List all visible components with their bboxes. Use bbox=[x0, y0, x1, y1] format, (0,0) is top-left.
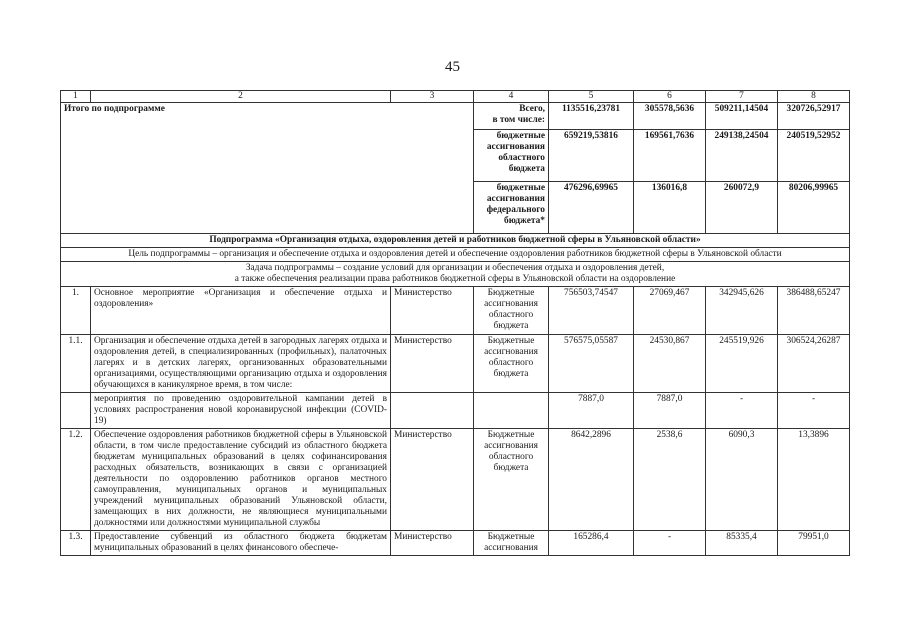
table-row bbox=[61, 393, 850, 429]
row-name: Организация и обеспечение отдыха детей в загородных лагерях отдыха и оздоровления детей, в специализированных (профильных), палаточных лагерях и в детских лагерях, организованных образовательными организациями, осуществляющими организацию отдыха и оздоровления обучающихся в каникулярное время, в том числе: bbox=[91, 335, 391, 393]
value-cell: 79951,0 bbox=[778, 531, 850, 556]
value-cell: 342945,626 bbox=[706, 287, 778, 335]
row-executor: Министерство bbox=[391, 531, 474, 556]
row-source: Бюджетные ассигнования областного бюджета bbox=[474, 335, 549, 393]
value-cell: 80206,99965 bbox=[778, 182, 850, 234]
row-executor: Министерство bbox=[391, 335, 474, 393]
source-cell: бюджетные ассигнования областного бюджета bbox=[474, 130, 549, 182]
value-cell: - bbox=[634, 531, 706, 556]
value-cell: 240519,52952 bbox=[778, 130, 850, 182]
table-row bbox=[61, 287, 850, 335]
column-header: 1 bbox=[61, 91, 91, 103]
value-cell: - bbox=[778, 393, 850, 429]
source-cell: Всего, в том числе: bbox=[474, 103, 549, 130]
row-source: Бюджетные ассигнования областного бюджета bbox=[474, 287, 549, 335]
subprogram-title: Подпрограмма «Организация отдыха, оздоровления детей и работников бюджетной сферы в Ульяновской области» bbox=[61, 234, 850, 248]
value-cell: 659219,53816 bbox=[549, 130, 634, 182]
value-cell: 305578,5636 bbox=[634, 103, 706, 130]
row-executor bbox=[391, 393, 474, 429]
row-name: Обеспечение оздоровления работников бюджетной сферы в Ульяновской области, в том числе предоставление субсидий из областного бюджета бюджетам муниципальных образований в целях софинансирования расходных обязательств, возникающих в связи с организацией деятельности по оздоровлению работников органов местного самоуправления, муниципальных органов и муниципальных учреждений муниципальных образований Ульяновской области, замещающих в них должности, не являющиеся муниципальными должностями или должностями муниципальной службы bbox=[91, 429, 391, 531]
subprogram-task bbox=[61, 262, 850, 287]
value-cell: 756503,74547 bbox=[549, 287, 634, 335]
value-cell: 27069,467 bbox=[634, 287, 706, 335]
row-source: Бюджетные ассигнования областного бюджета bbox=[474, 429, 549, 531]
column-header: 3 bbox=[391, 91, 474, 103]
value-cell: 2538,6 bbox=[634, 429, 706, 531]
value-cell: 7887,0 bbox=[634, 393, 706, 429]
value-cell: 6090,3 bbox=[706, 429, 778, 531]
row-name: мероприятия по проведению оздоровительной кампании детей в условиях распространения новой коронавирусной инфекции (COVID-19) bbox=[91, 393, 391, 429]
value-cell: 85335,4 bbox=[706, 531, 778, 556]
page-number: 45 bbox=[445, 59, 460, 75]
value-cell: 576575,05587 bbox=[549, 335, 634, 393]
value-cell: 13,3896 bbox=[778, 429, 850, 531]
row-number: 1. bbox=[61, 287, 91, 335]
value-cell: 260072,9 bbox=[706, 182, 778, 234]
column-header: 4 bbox=[474, 91, 549, 103]
value-cell: 306524,26287 bbox=[778, 335, 850, 393]
value-cell: 476296,69965 bbox=[549, 182, 634, 234]
value-cell: 509211,14504 bbox=[706, 103, 778, 130]
task-line: Задача подпрограммы – создание условий для организации и обеспечения отдыха и оздоровления детей, bbox=[245, 263, 665, 273]
value-cell: 24530,867 bbox=[634, 335, 706, 393]
row-executor: Министерство bbox=[391, 429, 474, 531]
column-number-row bbox=[61, 91, 850, 103]
row-number bbox=[61, 393, 91, 429]
row-name: Основное мероприятие «Организация и обеспечение отдыха и оздоровления» bbox=[91, 287, 391, 335]
totals-label: Итого по подпрограмме bbox=[61, 103, 474, 234]
column-header: 7 bbox=[706, 91, 778, 103]
row-source bbox=[474, 393, 549, 429]
row-name: Предоставление субвенций из областного бюджета бюджетам муниципальных образований в целях финансового обеспече- bbox=[91, 531, 391, 556]
row-number: 1.1. bbox=[61, 335, 91, 393]
value-cell: 249138,24504 bbox=[706, 130, 778, 182]
subprogram-goal-row bbox=[61, 248, 850, 262]
totals-row-total bbox=[61, 103, 850, 130]
value-cell: 136016,8 bbox=[634, 182, 706, 234]
value-cell: 1135516,23781 bbox=[549, 103, 634, 130]
row-number: 1.3. bbox=[61, 531, 91, 556]
value-cell: 320726,52917 bbox=[778, 103, 850, 130]
column-header: 2 bbox=[91, 91, 391, 103]
row-source: Бюджетные ассигнования bbox=[474, 531, 549, 556]
budget-table bbox=[60, 90, 850, 556]
value-cell: 245519,926 bbox=[706, 335, 778, 393]
subprogram-task-row bbox=[61, 262, 850, 287]
task-line: а также обеспечения реализации права работников бюджетной сферы в Ульяновской области на оздоровление bbox=[234, 274, 676, 284]
row-number: 1.2. bbox=[61, 429, 91, 531]
table-row bbox=[61, 335, 850, 393]
source-cell: бюджетные ассигнования федерального бюджета* bbox=[474, 182, 549, 234]
table-row bbox=[61, 531, 850, 556]
value-cell: 8642,2896 bbox=[549, 429, 634, 531]
table-row bbox=[61, 429, 850, 531]
column-header: 8 bbox=[778, 91, 850, 103]
subprogram-goal: Цель подпрограммы – организация и обеспечение отдыха и оздоровления детей и обеспечение оздоровления работников бюджетной сферы в Ульяновской области bbox=[61, 248, 850, 262]
value-cell: 165286,4 bbox=[549, 531, 634, 556]
value-cell: 386488,65247 bbox=[778, 287, 850, 335]
column-header: 5 bbox=[549, 91, 634, 103]
column-header: 6 bbox=[634, 91, 706, 103]
value-cell: - bbox=[706, 393, 778, 429]
subprogram-title-row bbox=[61, 234, 850, 248]
row-executor: Министерство bbox=[391, 287, 474, 335]
value-cell: 169561,7636 bbox=[634, 130, 706, 182]
value-cell: 7887,0 bbox=[549, 393, 634, 429]
